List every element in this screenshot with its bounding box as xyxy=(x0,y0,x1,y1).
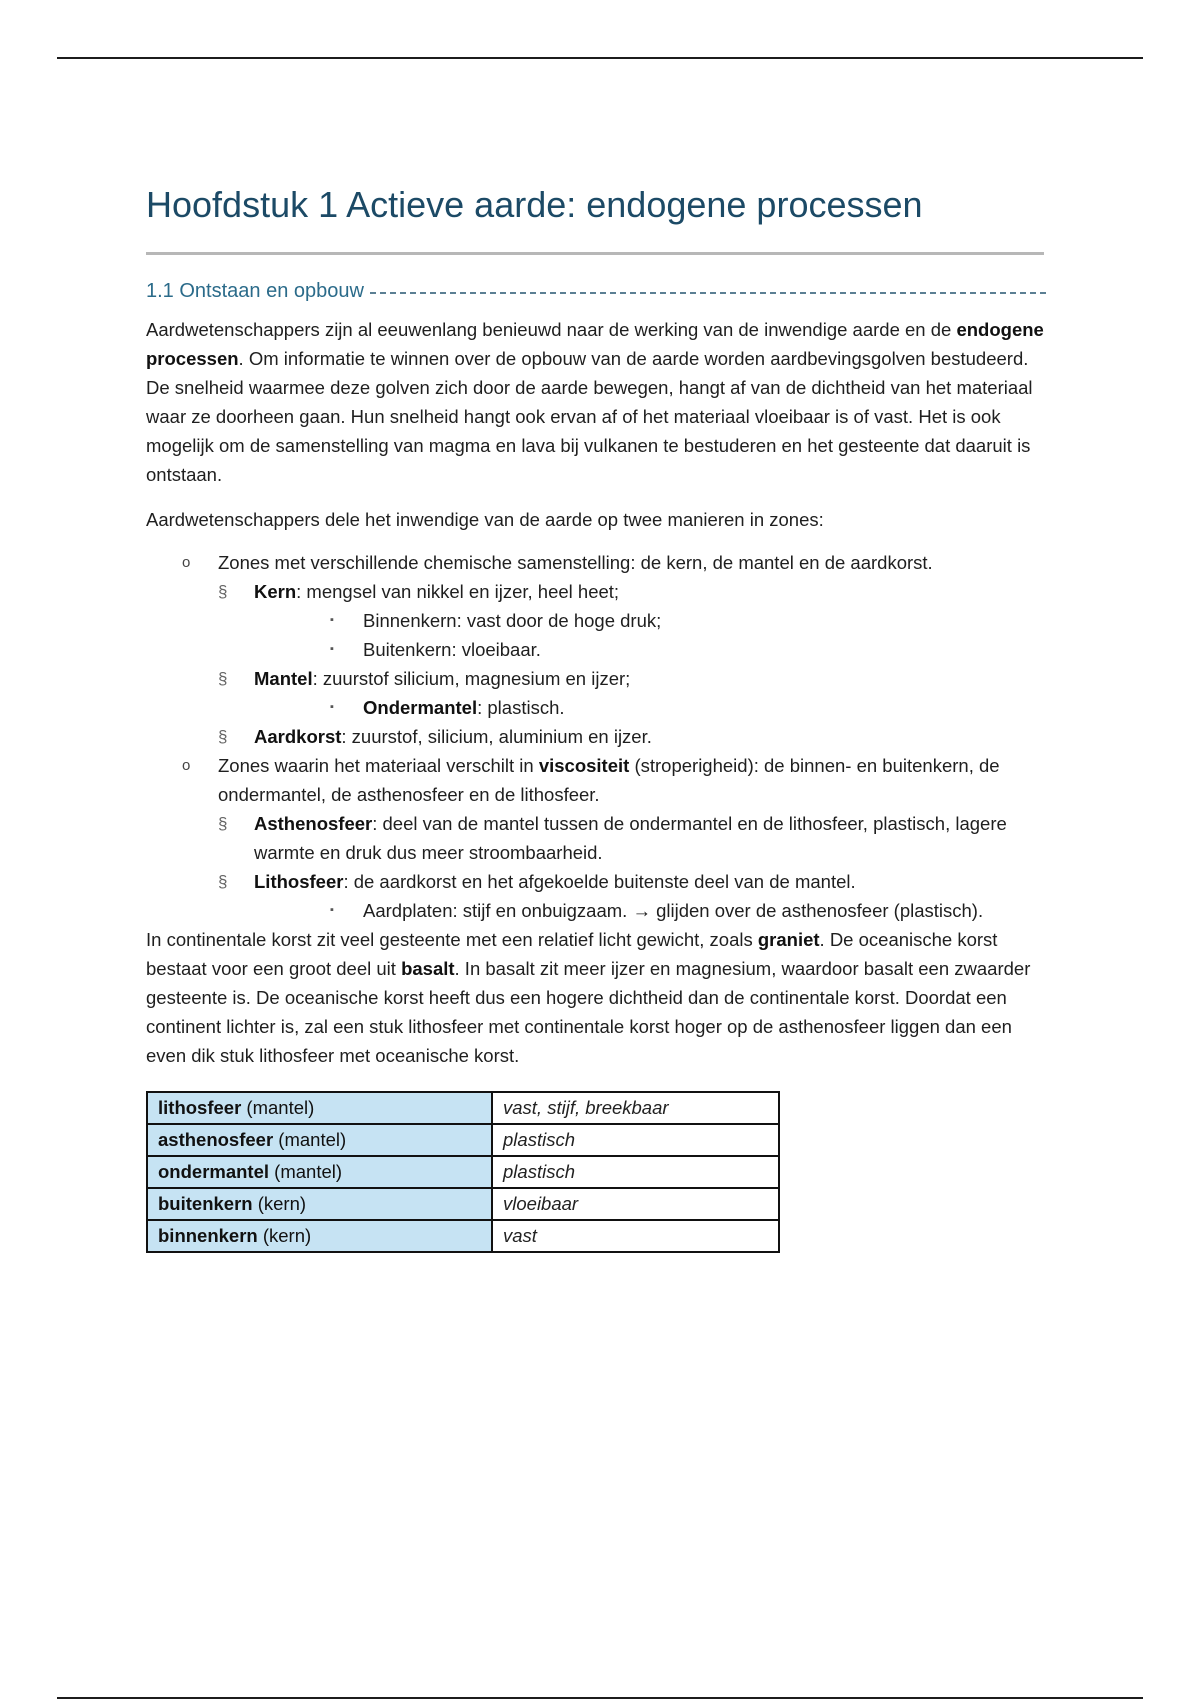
document-page xyxy=(146,180,1046,1253)
square-bullet-icon: ▪ xyxy=(330,614,334,626)
table-row xyxy=(147,1124,779,1156)
section-bullet-icon: § xyxy=(218,872,228,891)
term-basalt: basalt xyxy=(401,958,455,979)
term-graniet: graniet xyxy=(757,929,820,950)
table-row xyxy=(147,1220,779,1252)
square-bullet-icon: ▪ xyxy=(330,643,334,655)
section-heading xyxy=(146,275,1046,307)
table-cell-layer: ondermantel (mantel) xyxy=(147,1156,492,1188)
table-cell-layer: lithosfeer (mantel) xyxy=(147,1092,492,1124)
square-bullet-icon: ▪ xyxy=(330,701,334,713)
table-cell-layer: binnenkern (kern) xyxy=(147,1220,492,1252)
list-item: ▪ Ondermantel: plastisch. xyxy=(146,693,1046,722)
section-heading-leader xyxy=(370,292,1046,294)
section-heading-label: 1.1 Ontstaan en opbouw xyxy=(146,279,364,302)
section-bullet-icon: § xyxy=(218,727,228,746)
list-item: § Kern: mengsel van nikkel en ijzer, heel heet; xyxy=(146,577,1046,606)
page-title: Hoofdstuk 1 Actieve aarde: endogene processen xyxy=(146,184,923,225)
list-item: ▪ Aardplaten: stijf en onbuigzaam. → glijden over de asthenosfeer (plastisch). xyxy=(146,896,1046,925)
layers-table xyxy=(146,1091,780,1253)
title-underline xyxy=(146,252,1044,255)
list-item: § Lithosfeer: de aardkorst en het afgekoelde buitenste deel van de mantel. xyxy=(146,867,1046,896)
table-cell-layer: asthenosfeer (mantel) xyxy=(147,1124,492,1156)
page-bottom-rule xyxy=(57,1697,1143,1699)
page-top-rule xyxy=(57,57,1143,59)
table-cell-property: vast xyxy=(492,1220,779,1252)
section-bullet-icon: § xyxy=(218,814,228,833)
table-cell-property: plastisch xyxy=(492,1156,779,1188)
list-item: § Mantel: zuurstof silicium, magnesium en ijzer; xyxy=(146,664,1046,693)
table-cell-property: vloeibaar xyxy=(492,1188,779,1220)
table-row xyxy=(147,1156,779,1188)
zones-list xyxy=(146,548,1046,925)
paragraph-zones-intro: Aardwetenschappers dele het inwendige van de aarde op twee manieren in zones: xyxy=(146,509,824,530)
circle-bullet-icon: o xyxy=(182,554,191,571)
circle-bullet-icon: o xyxy=(182,757,191,774)
paragraph-crust: In continentale korst zit veel gesteente met een relatief licht gewicht, zoals graniet. De oceanische korst bestaat voor een groot deel uit basalt. In basalt zit meer ijzer en magnesium, waardoor basalt een zwaarder gesteente is. De oceanische korst heeft dus een hogere dichtheid dan de continentale korst. Doordat een continent lichter is, zal een stuk lithosfeer met continentale korst hoger op de asthenosfeer liggen dan een even dik stuk lithosfeer met oceanische korst. xyxy=(146,929,1031,1066)
paragraph-intro: Aardwetenschappers zijn al eeuwenlang benieuwd naar de werking van de inwendige aarde en de endogene processen. Om informatie te winnen over de opbouw van de aarde worden aardbevingsgolven bestudeerd. De snelheid waarmee deze golven zich door de aarde bewegen, hangt af van de dichtheid van het materiaal waar ze doorheen gaan. Hun snelheid hangt ook ervan af of het materiaal vloeibaar is of vast. Het is ook mogelijk om de samenstelling van magma en lava bij vulkanen te bestuderen en het gesteente dat daaruit is ontstaan. xyxy=(146,319,1044,485)
table-cell-property: vast, stijf, breekbaar xyxy=(492,1092,779,1124)
table-cell-property: plastisch xyxy=(492,1124,779,1156)
term-endogene-processen: endogene processen xyxy=(146,319,1044,369)
list-item: o Zones met verschillende chemische samenstelling: de kern, de mantel en de aardkorst. xyxy=(146,548,1046,577)
list-item: § Asthenosfeer: deel van de mantel tussen de ondermantel en de lithosfeer, plastisch, lagere warmte en druk dus meer stroombaarheid. xyxy=(146,809,1046,867)
list-item: ▪ Buitenkern: vloeibaar. xyxy=(146,635,1046,664)
list-item: o Zones waarin het materiaal verschilt in viscositeit (stroperigheid): de binnen- en buitenkern, de ondermantel, de asthenosfeer en de lithosfeer. xyxy=(146,751,1046,809)
table-cell-layer: buitenkern (kern) xyxy=(147,1188,492,1220)
section-bullet-icon: § xyxy=(218,669,228,688)
section-bullet-icon: § xyxy=(218,582,228,601)
list-item: § Aardkorst: zuurstof, silicium, aluminium en ijzer. xyxy=(146,722,1046,751)
table-row xyxy=(147,1092,779,1124)
square-bullet-icon: ▪ xyxy=(330,904,334,916)
list-item: ▪ Binnenkern: vast door de hoge druk; xyxy=(146,606,1046,635)
table-row xyxy=(147,1188,779,1220)
